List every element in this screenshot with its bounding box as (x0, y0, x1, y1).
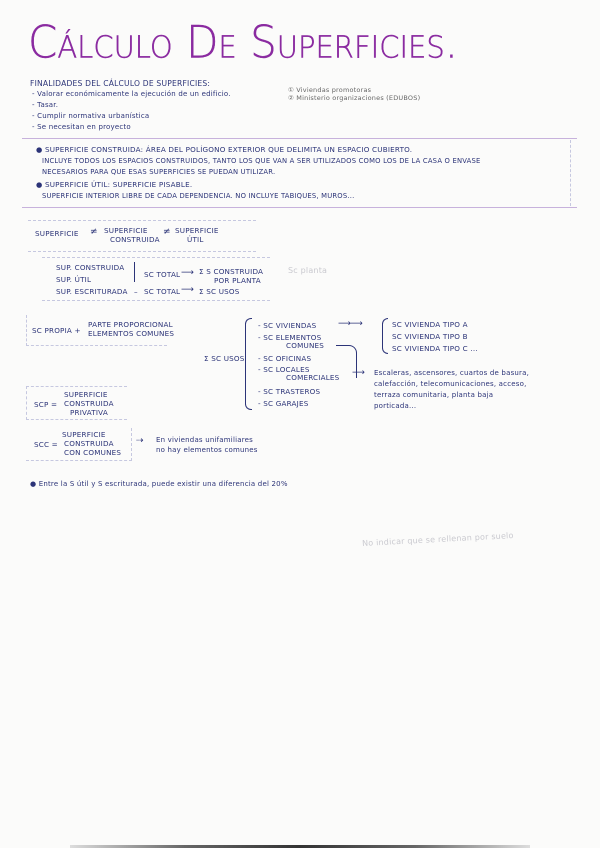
faint-note: Sc planta (288, 266, 328, 275)
dash: – (134, 287, 138, 296)
vivienda-tipo: SC VIVIENDA TIPO A (392, 320, 468, 329)
stotal-a: SC TOTAL (144, 270, 181, 279)
scc-l2: CONSTRUIDA (64, 439, 114, 448)
finalidad-item: - Se necesitan en proyecto (32, 123, 131, 131)
side-note: ① Viviendas promotoras (288, 86, 372, 94)
result-a2: POR PLANTA (214, 276, 261, 285)
arrow-right-icon: ⟶ (181, 268, 194, 278)
scp-l1: SUPERFICIE (64, 390, 108, 399)
scp-l2: CONSTRUIDA (64, 399, 114, 408)
ineq-c2: ÚTIL (187, 235, 204, 244)
sup-util: SUP. ÚTIL (56, 275, 92, 284)
def-construida-line: NECESARIOS PARA QUE ESAS SUPERFICIES SE PUEDAN UTILIZAR. (42, 168, 276, 176)
brace-small (134, 262, 139, 282)
result-a1: Σ S CONSTRUIDA (199, 267, 264, 276)
divider (22, 138, 577, 139)
uso-item: - SC LOCALES (258, 365, 310, 374)
scp-lhs: SCP = (34, 400, 58, 409)
comunes-desc: porticada... (374, 402, 417, 410)
brace-usos (245, 318, 252, 410)
vivienda-tipo: SC VIVIENDA TIPO B (392, 332, 468, 341)
arrow-right-icon: ⟶ (181, 285, 194, 295)
ineq-a: SUPERFICIE (35, 229, 79, 238)
propia-rhs1: PARTE PROPORCIONAL (88, 320, 173, 329)
scc-lhs: SCC = (34, 440, 58, 449)
stotal-b: SC TOTAL (144, 287, 181, 296)
dashed-arrow-icon: ⇢ (136, 436, 144, 446)
usos-label: Σ SC USOS (204, 354, 245, 363)
uso-item: - SC ELEMENTOS (258, 333, 322, 342)
divider (22, 207, 577, 208)
neq-sign: ≠ (163, 227, 171, 237)
scc-note: En viviendas unifamiliares (156, 436, 253, 444)
arrow-right-icon: ⟶ (352, 368, 365, 378)
finalidad-item: - Valorar económicamente la ejecución de un edificio. (32, 90, 231, 98)
side-note: ② Ministerio organizaciones (EDUBOS) (288, 94, 421, 102)
scc-l1: SUPERFICIE (62, 430, 106, 439)
uso-item: - SC GARAJES (258, 399, 309, 408)
result-b: Σ SC USOS (199, 287, 240, 296)
neq-sign: ≠ (90, 227, 98, 237)
uso-item: - SC VIVIENDAS (258, 321, 317, 330)
def-construida (36, 145, 412, 154)
scc-note: no hay elementos comunes (156, 446, 258, 454)
uso-item: - SC TRASTEROS (258, 387, 321, 396)
ineq-b1: SUPERFICIE (104, 226, 148, 235)
page-title: Cálculo De Superficies. (28, 16, 459, 69)
uso-item: - SC OFICINAS (258, 354, 312, 363)
finalidad-item: - Tasar. (32, 101, 59, 109)
def-construida-label: ● SUPERFICIE CONSTRUIDA: (36, 145, 144, 154)
vivienda-tipo: SC VIVIENDA TIPO C ... (392, 344, 478, 353)
finalidad-item: - Cumplir normativa urbanística (32, 112, 150, 120)
finalidades-heading: FINALIDADES DEL CÁLCULO DE SUPERFICIES: (30, 79, 211, 88)
ineq-c1: SUPERFICIE (175, 226, 219, 235)
sup-escriturada: SUP. ESCRITURADA (56, 287, 128, 296)
ineq-b2: CONSTRUIDA (110, 235, 160, 244)
box-edge (570, 140, 571, 206)
uso-item: COMUNES (286, 341, 325, 350)
def-construida-line: INCLUYE TODOS LOS ESPACIOS CONSTRUIDOS, TANTO LOS QUE VAN A SER UTILIZADOS COMO LOS DE LA CASA O ENVASE (42, 157, 481, 165)
uso-item: COMERCIALES (286, 373, 340, 382)
footnote: ● Entre la S útil y S escriturada, puede existir una diferencia del 20% (30, 480, 288, 488)
propia-lhs: SC PROPIA + (32, 326, 81, 335)
scp-l3: PRIVATIVA (70, 408, 108, 417)
comunes-desc: calefacción, telecomunicaciones, acceso, (374, 380, 527, 388)
scc-l3: CON COMUNES (64, 448, 122, 457)
def-construida-text: ÁREA DEL POLÍGONO EXTERIOR QUE DELIMITA UN ESPACIO CUBIERTO. (145, 145, 413, 154)
arrow-right-icon: ⟶⟶ (338, 319, 362, 329)
faint-pencil-note: No indicar que se rellenan por suelo (361, 531, 514, 548)
propia-rhs2: ELEMENTOS COMUNES (88, 329, 175, 338)
def-util (36, 180, 192, 189)
def-util-label: ● SUPERFICIE ÚTIL: (36, 180, 111, 189)
brace-viviendas (382, 318, 388, 354)
comunes-desc: Escaleras, ascensores, cuartos de basura, (374, 369, 530, 377)
sup-construida: SUP. CONSTRUIDA (56, 263, 125, 272)
def-util-text: SUPERFICIE PISABLE. (112, 180, 193, 189)
def-util-line: SUPERFICIE INTERIOR LIBRE DE CADA DEPENDENCIA. NO INCLUYE TABIQUES, MUROS... (42, 192, 355, 200)
comunes-desc: terraza comunitaria, planta baja (374, 391, 494, 399)
